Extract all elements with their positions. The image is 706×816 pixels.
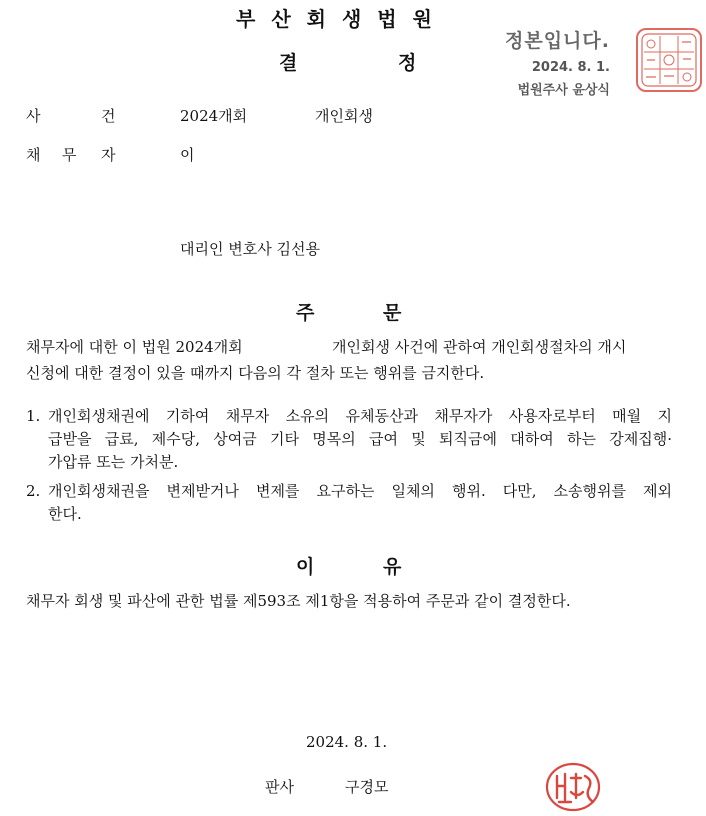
judge-seal-icon	[545, 762, 601, 812]
case-label-1: 사	[26, 107, 41, 125]
case-label-2: 건	[101, 107, 116, 125]
doc-type-right: 정	[398, 52, 417, 74]
order-item-line: 한다.	[48, 505, 82, 523]
order-item-line: 개인회생채권에 기하여 채무자 소유의 유체동산과 채무자가 사용자로부터 매월 지	[48, 407, 672, 425]
order-item-number: 2.	[26, 482, 41, 500]
certified-copy-date: 2024. 8. 1.	[531, 60, 610, 75]
order-item-line: 가압류 또는 가처분.	[48, 453, 179, 471]
certified-copy-title: 정본입니다.	[505, 30, 610, 52]
debtor-name: 이	[180, 146, 195, 164]
order-heading-right: 문	[383, 302, 402, 324]
court-name: 부산회생법원	[236, 7, 448, 31]
reason-text: 채무자 회생 및 파산에 관한 법률 제593조 제1항을 적용하여 주문과 같이 결정한다.	[26, 592, 571, 610]
debtor-label-1: 채	[26, 146, 41, 164]
order-item	[26, 480, 672, 526]
decision-date: 2024. 8. 1.	[306, 733, 388, 751]
order-intro-line1-b: 개인회생 사건에 관하여 개인회생절차의 개시	[332, 338, 627, 356]
certified-copy-clerk: 법원주사 윤상식	[517, 83, 610, 98]
reason-heading-left: 이	[296, 556, 315, 578]
doc-type-left: 결	[279, 52, 298, 74]
case-number: 2024개회	[180, 107, 248, 125]
order-item-line: 개인회생채권을 변제받거나 변제를 요구하는 일체의 행위. 다만, 소송행위를 제외	[48, 482, 672, 500]
order-item-number: 1.	[26, 407, 41, 425]
order-intro-line2: 신청에 대한 결정이 있을 때까지 다음의 각 절차 또는 행위를 금지한다.	[26, 364, 485, 382]
order-item	[26, 405, 672, 474]
reason-heading-right: 유	[383, 556, 402, 578]
judge-label: 판사	[265, 778, 294, 796]
court-clerk-seal-icon	[636, 28, 702, 92]
debtor-label-2: 무	[62, 146, 77, 164]
debtor-label-3: 자	[101, 146, 116, 164]
order-heading-left: 주	[296, 302, 315, 324]
order-intro-line1-a: 채무자에 대한 이 법원 2024개회	[26, 338, 243, 356]
case-name: 개인회생	[315, 107, 373, 125]
judge-name: 구경모	[345, 778, 389, 796]
order-item-line: 급받을 급료, 제수당, 상여금 기타 명목의 급여 및 퇴직금에 대하여 하는 강제집행·	[48, 430, 672, 448]
debtor-agent: 대리인 변호사 김선용	[180, 240, 320, 258]
